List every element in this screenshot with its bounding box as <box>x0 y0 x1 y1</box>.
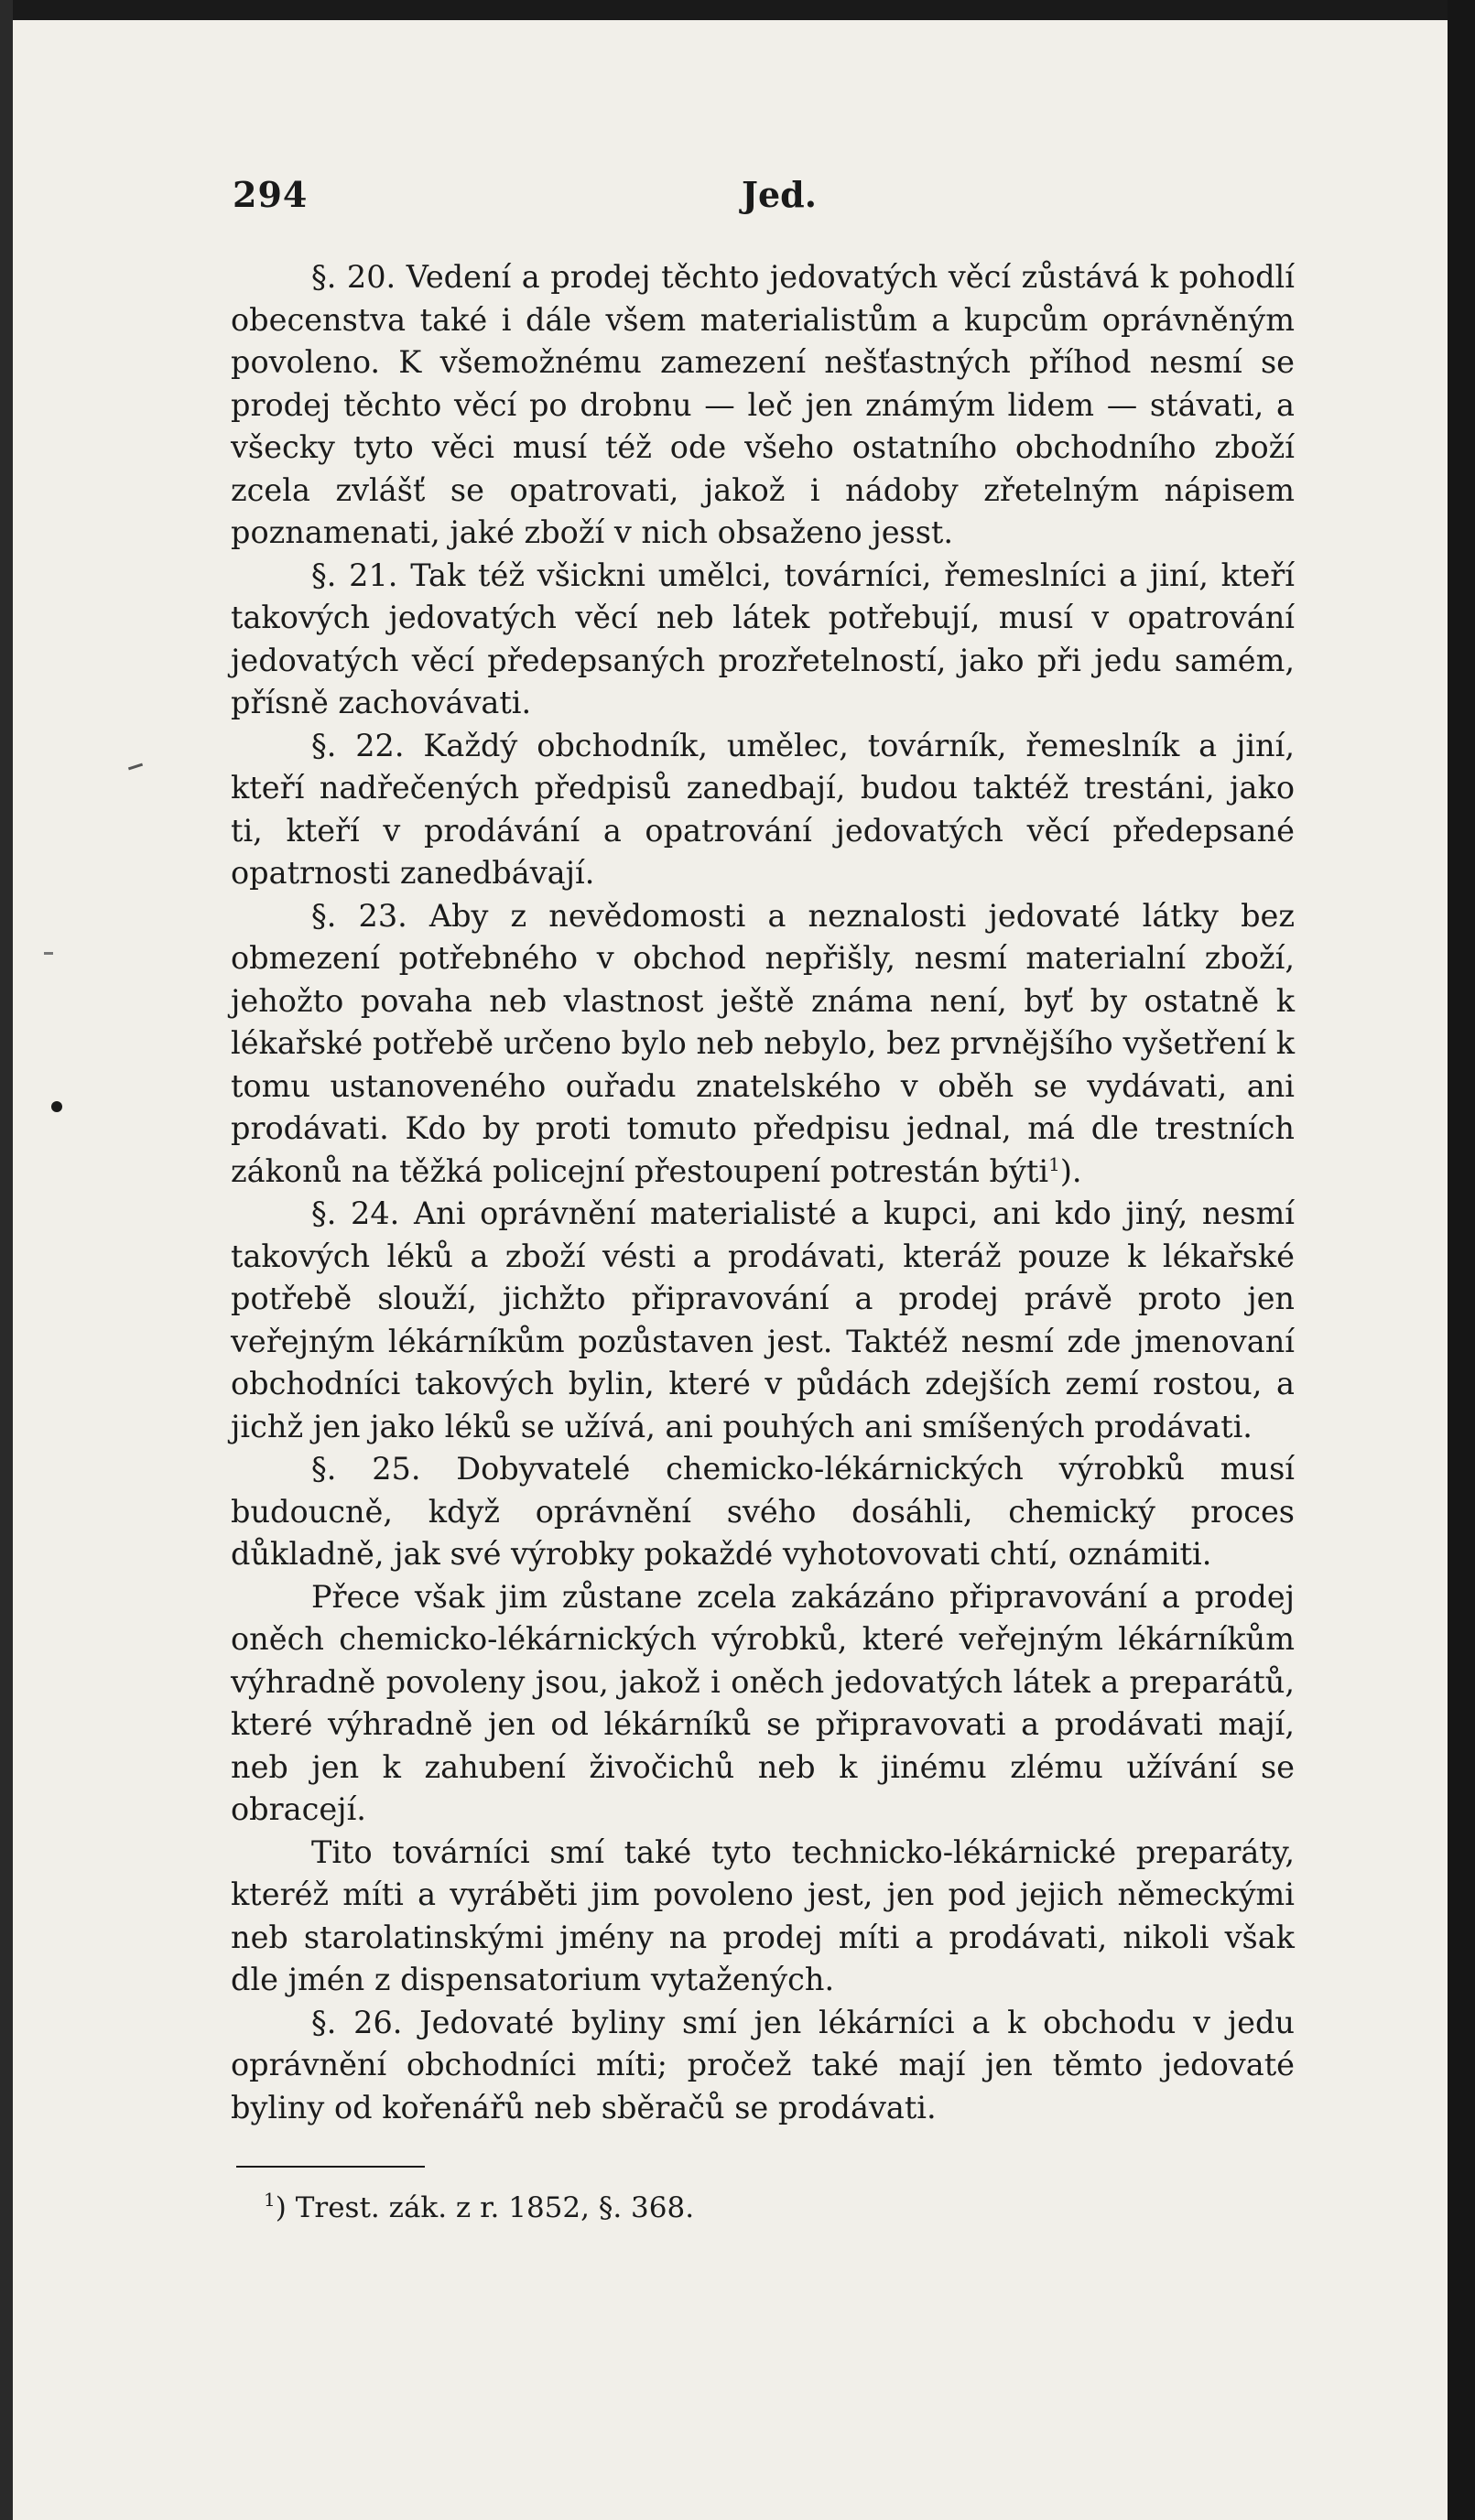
paragraph-section-24: §. 24. Ani oprávnění materialisté a kupci, ani kdo jiný, nesmí takových léků a zboží vésti a prodávati, kteráž pouze k lékařské potřebě slouží, jichžto připravování a prodej právě proto jen veřejným lékárníkům pozůstaven jest. Taktéž nesmí zde jmenovaní obchodníci takových bylin, které v půdách zdejších zemí rostou, a jichž jen jako léků se užívá, ani pouhých ani smíšených prodávati. <box>231 1195 1295 1444</box>
page-number: 294 <box>233 174 309 215</box>
running-title: Jed. <box>742 174 817 215</box>
paragraph-section-22: §. 22. Každý obchodník, umělec, továrník, řemeslník a jiní, kteří nadřečených předpisů zanedbají, budou taktéž trestáni, jako ti, kteří v prodávání a opatrování jedovatých věcí předepsané opatrnosti zanedbávají. <box>231 727 1295 891</box>
footnote-text: Trest. zák. z r. 1852, §. 368. <box>286 2191 695 2224</box>
body-text <box>231 256 1295 2129</box>
book-page <box>231 174 1295 2226</box>
paragraph-section-23 <box>231 895 1295 1194</box>
margin-speck <box>44 952 53 955</box>
footnote-marker: 1 <box>264 2189 276 2211</box>
scan-border-top <box>0 0 1475 20</box>
paragraph-section-25-manufacturers: Tito továrníci smí také tyto technicko-lékárnické preparáty, kteréž míti a vyráběti jim povoleno jest, jen pod jejich německými neb starolatinskými jmény na prodej míti a prodávati, nikoli však dle jmén z dispensatorium vytažených. <box>231 1833 1295 1997</box>
scan-border-left <box>0 0 13 2520</box>
paragraph-section-23-text: §. 23. Aby z nevědomosti a neznalosti jedovaté látky bez obmezení potřebného v obchod nepřišly, nesmí materialní zboží, jehožto povaha neb vlastnost ještě známa není, byť by ostatně k lékařské potřebě určeno bylo neb nebylo, bez prvnějšího vyšetření k tomu ustanoveného ouřadu znatelského v oběh se vydávati, ani prodávati. Kdo by proti tomuto předpisu jednal, má dle trestních zákonů na těžká policejní přestoupení potrestán býti <box>231 897 1295 1189</box>
paragraph-section-25: §. 25. Dobyvatelé chemicko-lékárnických výrobků musí budoucně, když oprávnění svého dosáhli, chemický proces důkladně, jak své výrobky pokaždé vyhotovovati chtí, oznámiti. <box>231 1451 1295 1572</box>
footnote <box>264 2190 1295 2226</box>
footnote-reference-close: ). <box>1059 1152 1082 1189</box>
margin-speck <box>128 763 143 771</box>
running-head <box>231 174 1295 229</box>
scan-border-right <box>1448 0 1475 2520</box>
paragraph-section-26: §. 26. Jedovaté byliny smí jen lékárníci a k obchodu v jedu oprávnění obchodníci míti; pročež také mají jen těmto jedovaté byliny od kořenářů neb sběračů se prodávati. <box>231 2004 1295 2125</box>
paragraph-section-20: §. 20. Vedení a prodej těchto jedovatých věcí zůstává k pohodlí obecenstva také i dále všem materialistům a kupcům oprávněným povoleno. K všemožnému zamezení nešťastných příhod nesmí se prodej těchto věcí po drobnu — leč jen známým lidem — stávati, a všecky tyto věci musí též ode všeho ostatního obchodního zboží zcela zvlášť se opatrovati, jakož i nádoby zřetelným nápisem poznamenati, jaké zboží v nich obsaženo jesst. <box>231 259 1295 550</box>
paragraph-section-21: §. 21. Tak též všickni umělci, továrníci, řemeslníci a jiní, kteří takových jedovatých věcí neb látek potřebují, musí v opatrování jedovatých věcí předepsaných prozřetelností, jako při jedu samém, přísně zachovávati. <box>231 557 1295 720</box>
footnote-marker-close: ) <box>275 2191 287 2224</box>
footnote-reference: 1 <box>1048 1152 1060 1175</box>
margin-dot <box>51 1101 62 1112</box>
footnote-rule <box>236 2166 425 2168</box>
paragraph-section-25-continued: Přece však jim zůstane zcela zakázáno připravování a prodej oněch chemicko-lékárnických výrobků, které veřejným lékárníkům výhradně povoleny jsou, jakož i oněch jedovatých látek a preparátů, které výhradně jen od lékárníků se připravovati a prodávati mají, neb jen k zahubení živočichů neb k jinému zlému užívání se obracejí. <box>231 1578 1295 1827</box>
